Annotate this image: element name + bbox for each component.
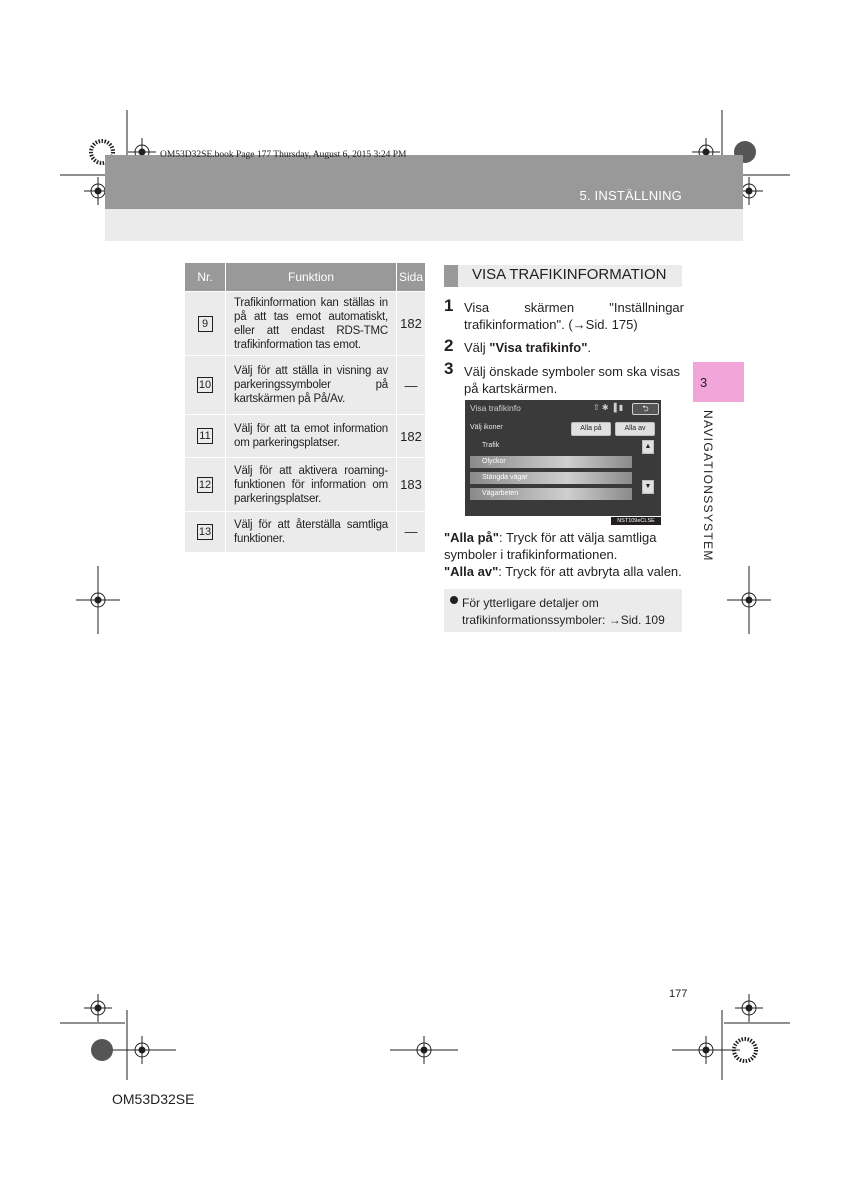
row-function: Välj för att återställa samtliga funktioner. xyxy=(226,512,397,552)
table-row xyxy=(185,458,425,512)
back-button[interactable]: ⮌ xyxy=(632,403,659,415)
row-page: 182 xyxy=(397,415,426,458)
table-row xyxy=(185,356,425,415)
section-heading-tick xyxy=(444,265,458,287)
chapter-side-label: NAVIGATIONSSYSTEM xyxy=(701,410,715,562)
step-number: 3 xyxy=(444,359,454,378)
info-text: För ytterligare detaljer om trafikinformationssymboler: →Sid. 109 xyxy=(462,596,665,627)
all-on-label: "Alla på" xyxy=(444,530,499,545)
screen-title: Visa trafikinfo xyxy=(470,403,521,413)
status-icons: ⇧ ✱ ▐ ▮ xyxy=(593,403,624,412)
section-title: 5. INSTÄLLNING xyxy=(579,188,682,203)
all-on-button[interactable]: Alla på xyxy=(571,422,611,436)
scroll-down-button[interactable]: ▼ xyxy=(642,480,654,494)
select-icons-label: Välj ikoner xyxy=(470,424,503,431)
screen-image xyxy=(465,400,661,516)
step-1 xyxy=(444,296,453,316)
row-number: 10 xyxy=(198,379,212,391)
step-3 xyxy=(444,359,453,379)
table-header-row xyxy=(185,263,425,292)
row-function: Trafikinformation kan ställas in på att tas emot automatiskt, eller att endast RDS-TMC trafikinformation tas emot. xyxy=(226,292,397,356)
all-on-note xyxy=(444,529,684,563)
step-1-text: Visa skärmen "Inställningar trafikinformation". (→Sid. 175) xyxy=(464,300,684,332)
header-nr: Nr. xyxy=(185,263,226,292)
all-off-button[interactable]: Alla av xyxy=(615,422,655,436)
step-2-text xyxy=(464,339,591,356)
list-item[interactable]: Vägarbeten xyxy=(470,488,632,500)
all-off-note xyxy=(444,563,684,580)
header-page: Sida xyxy=(397,263,426,292)
row-page: 183 xyxy=(397,458,426,512)
row-function: Välj för att ställa in visning av parkeringssymboler på kartskärmen på På/Av. xyxy=(226,356,397,415)
all-on-text: : Tryck för att välja samtliga symboler i trafikinformationen. xyxy=(444,530,657,562)
section-heading: VISA TRAFIKINFORMATION xyxy=(472,266,667,283)
bullet-icon xyxy=(450,596,458,604)
header-function: Funktion xyxy=(226,263,397,292)
image-tag: NST109eCLSE xyxy=(611,517,661,525)
row-function: Välj för att ta emot information om parkeringsplatser. xyxy=(226,415,397,458)
row-page: — xyxy=(397,356,426,415)
all-off-label: "Alla av" xyxy=(444,564,499,579)
step-2-prefix: Välj xyxy=(464,340,490,355)
book-info: OM53D32SE.book Page 177 Thursday, August 6, 2015 3:24 PM xyxy=(160,150,407,160)
step-2-suffix: . xyxy=(587,340,591,355)
row-function: Välj för att aktivera roaming-funktionen för information om parkeringsplatser. xyxy=(226,458,397,512)
header-sub-band xyxy=(105,209,743,241)
page-number: 177 xyxy=(669,988,688,1000)
document-code: OM53D32SE xyxy=(112,1091,195,1107)
row-number: 11 xyxy=(199,430,211,442)
step-2-bold: "Visa trafikinfo" xyxy=(489,340,588,355)
step-3-text: Välj önskade symboler som ska visas på kartskärmen. xyxy=(464,364,681,396)
list-item[interactable]: Trafik xyxy=(482,442,500,449)
row-page: — xyxy=(397,512,426,552)
function-table xyxy=(185,263,425,552)
step-number: 1 xyxy=(444,296,454,315)
row-number: 12 xyxy=(198,478,212,491)
table-row xyxy=(185,415,425,458)
row-number: 9 xyxy=(198,316,213,332)
list-item[interactable]: Stängda vägar xyxy=(470,472,632,484)
step-2 xyxy=(444,336,453,356)
scroll-up-button[interactable]: ▲ xyxy=(642,440,654,454)
row-page: 182 xyxy=(397,292,426,356)
step-number: 2 xyxy=(444,336,454,355)
chapter-number: 3 xyxy=(700,375,708,390)
table-row xyxy=(185,292,425,356)
list-item[interactable]: Olyckor xyxy=(470,456,632,468)
table-row xyxy=(185,512,425,552)
row-number: 13 xyxy=(198,525,212,538)
all-off-text: : Tryck för att avbryta alla valen. xyxy=(498,564,682,579)
